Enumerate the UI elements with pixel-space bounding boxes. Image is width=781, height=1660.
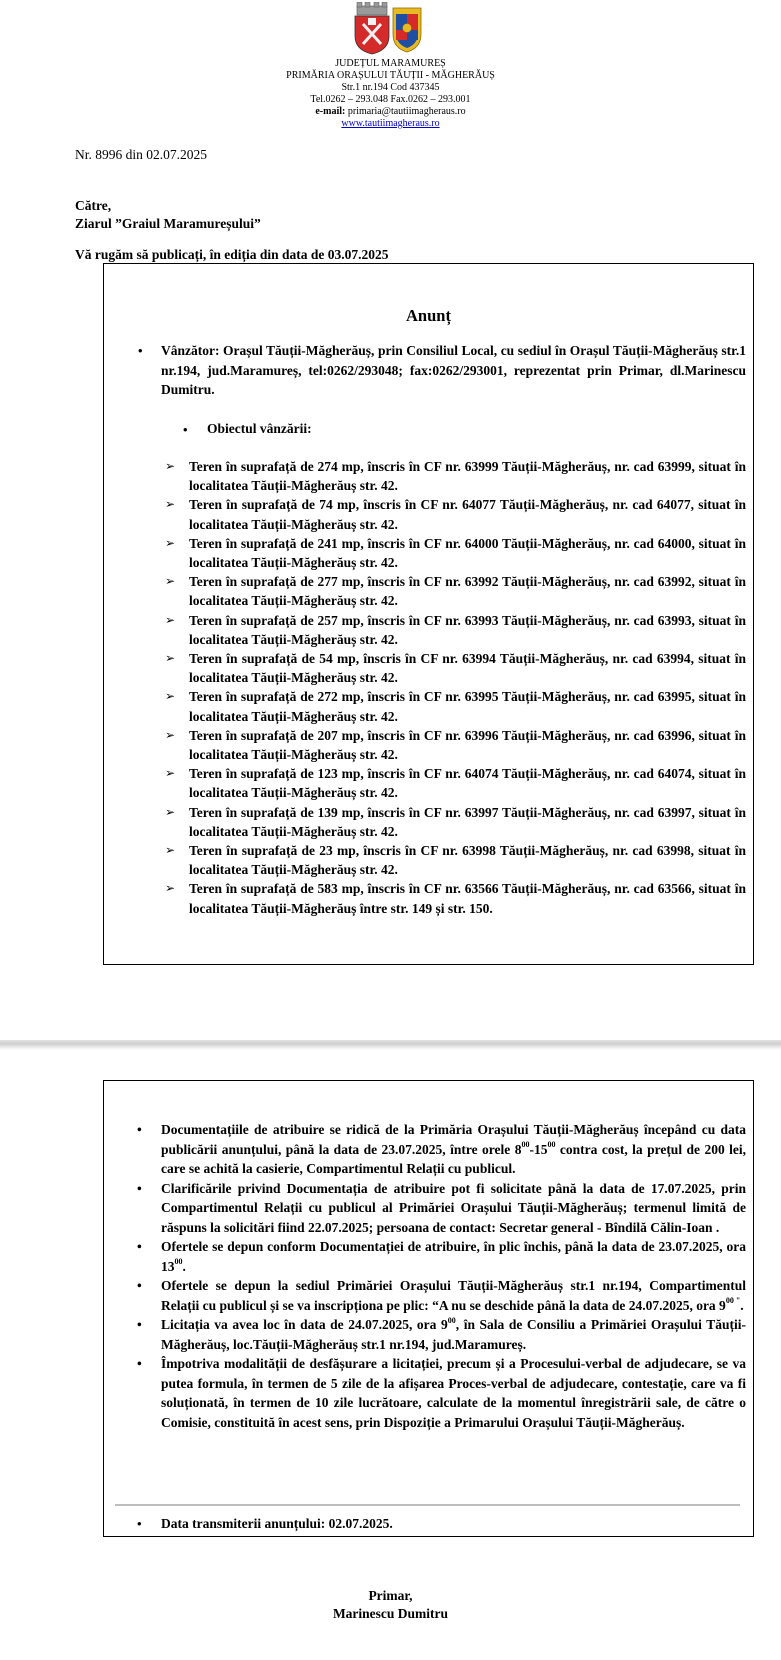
list-item: • Ofertele se depun conform Documentației de atribuire, în plic închis, până la data de 23.07.2025, ora $13^{00}$.: [137, 1239, 746, 1274]
arrow-bullet-icon: ➢: [165, 574, 176, 589]
list-item: • Documentațiile de atribuire se ridică de la Primăria Orașului Tăuții-Măgherăuș începând cu data publicării anunțului, până la data de 23.07.2025, între orele $8^{00}-15^{00}$ contra cost, la prețul de 200 lei, care se achită la casierie, Compartimentul Relații cu publicul.: [137, 1122, 746, 1176]
list-item: • Împotriva modalității de desfășurare a licitației, precum și a Procesului-verbal de adjudecare, se va putea formula, în termen de 5 zile de la afișarea Proces-verbal de adjudecare, contestație, care va fi soluționată, în termen de 10 zile lucrătoare, calculate de la momentul înregistrării sale, de către o Comisie, constituită în acest sens, prin Dispoziție a Primarului Orașului Tăuții-Măgherăuș.: [137, 1356, 746, 1430]
email-label: e-mail:: [315, 106, 346, 117]
list-item: ➢ Teren în suprafață de 23 mp, înscris în CF nr. 63998 Tăuții-Măgherăuș, nr. cad 63998, situat în localitatea Tăuții-Măgherăuș str. 42.: [165, 843, 746, 878]
bullet-icon: •: [137, 1239, 142, 1254]
arrow-bullet-icon: ➢: [165, 881, 176, 896]
header-email-line: [0, 106, 781, 118]
registration-number: Nr. 8996 din 02.07.2025: [75, 147, 208, 162]
recipient-to: Către,: [75, 198, 112, 213]
recipient-name: Ziarul ”Graiul Maramureșului”: [75, 216, 261, 231]
signature-name: Marinescu Dumitru: [332, 1606, 449, 1621]
arrow-bullet-icon: ➢: [165, 497, 176, 512]
recipient-block: [75, 197, 261, 233]
list-item: • Licitația va avea loc în data de 24.07.2025, ora $9^{00}$, în Sala de Consiliu a Primăriei Orașului Tăuții-Măgherăuș, loc.Tăuții-Măgherăuș str.1 nr.194, jud.Maramureș.: [137, 1315, 746, 1352]
arrow-bullet-icon: ➢: [165, 612, 176, 627]
list-item: ➢ Teren în suprafață de 123 mp, înscris în CF nr. 64074 Tăuții-Măgherăuș, nr. cad 64074, situat în localitatea Tăuții-Măgherăuș str. 42.: [165, 766, 746, 801]
bullet-icon: •: [137, 1122, 142, 1137]
page-break-divider: [0, 1040, 781, 1050]
bullet-icon: •: [137, 1356, 142, 1371]
header-address: Str.1 nr.194 Cod 437345: [341, 82, 440, 93]
bullet-icon: •: [137, 1516, 142, 1531]
list-item: ➢ Teren în suprafață de 277 mp, înscris în CF nr. 63992 Tăuții-Măgherăuș, nr. cad 63992, situat în localitatea Tăuții-Măgherăuș str. 42.: [165, 574, 746, 609]
list-item: • Clarificările privind Documentația de atribuire pot fi solicitate până la data de 17.07.2025, prin Compartimentul Relații cu publicul al Primăriei Orașului Tăuții-Măgherăuș; termenul limită de răspuns la solicitări fiind 22.07.2025; persoana de contact: Secretar general - Bîndilă Călin-Ioan .: [137, 1180, 746, 1235]
transmission-date: Data transmiterii anunțului: 02.07.2025.: [161, 1516, 393, 1531]
arrow-bullet-icon: ➢: [165, 651, 176, 666]
list-item: ➢ Teren în suprafață de 583 mp, înscris în CF nr. 63566 Tăuții-Măgherăuș, nr. cad 63566, situat în localitatea Tăuții-Măgherăuș între str. 149 și str. 150.: [165, 881, 746, 916]
list-item: ➢ Teren în suprafață de 272 mp, înscris în CF nr. 63995 Tăuții-Măgherăuș, nr. cad 63995, situat în localitatea Tăuții-Măgherăuș str. 42.: [165, 689, 746, 724]
list-item: ➢ Teren în suprafață de 241 mp, înscris în CF nr. 64000 Tăuții-Măgherăuș, nr. cad 64000, situat în localitatea Tăuții-Măgherăuș str. 42.: [165, 535, 746, 571]
list-item: ➢ Teren în suprafață de 74 mp, înscris în CF nr. 64077 Tăuții-Măgherăuș, nr. cad 64077, situat în localitatea Tăuții-Măgherăuș str. 42.: [165, 497, 746, 532]
arrow-bullet-icon: ➢: [165, 459, 176, 473]
lots-list: [160, 457, 746, 918]
list-item: ➢ Teren în suprafață de 274 mp, înscris în CF nr. 63999 Tăuții-Măgherăuș, nr. cad 63999, situat în localitatea Tăuții-Măgherăuș str. 42.: [165, 459, 746, 494]
arrow-bullet-icon: ➢: [165, 766, 176, 781]
bullet-icon: •: [137, 1317, 142, 1332]
header-website-line: [0, 118, 781, 130]
signature-block: [0, 1587, 781, 1623]
header-phone-fax: Tel.0262 – 293.048 Fax.0262 – 293.001: [310, 94, 471, 105]
announcement-title: Anunț: [406, 306, 451, 325]
signature-role: Primar,: [368, 1588, 413, 1603]
list-item: • Ofertele se depun la sediul Primăriei Orașului Tăuții-Măgherăuș str.1 nr.194, Compartimentul Relații cu publicul și se va inscripționa pe plic: “A nu se deschide până la data de 24.07.2025, ora $9^{00 "}$.: [137, 1278, 746, 1313]
arrow-bullet-icon: ➢: [165, 727, 176, 742]
bullet-icon: •: [138, 343, 143, 358]
publication-request: Vă rugăm să publicați, în ediția din data de 03.07.2025: [75, 247, 389, 262]
arrow-bullet-icon: ➢: [165, 804, 176, 819]
arrow-bullet-icon: ➢: [165, 843, 176, 858]
bullet-icon: •: [137, 1180, 142, 1196]
list-item: ➢ Teren în suprafață de 139 mp, înscris în CF nr. 63997 Tăuții-Măgherăuș, nr. cad 63997, situat în localitatea Tăuții-Măgherăuș str. 42.: [165, 804, 746, 839]
sale-object-label: Obiectul vânzării:: [207, 421, 312, 436]
header-institution: PRIMĂRIA ORAȘULUI TĂUȚII - MĂGHERĂUȘ: [286, 70, 495, 81]
city-crest-logo: [349, 2, 425, 55]
header-county: JUDEȚUL MARAMUREȘ: [335, 58, 446, 69]
bullet-icon: •: [137, 1278, 142, 1293]
website-link[interactable]: www.tautiimagheraus.ro: [341, 118, 440, 129]
bullet-icon: •: [183, 422, 188, 437]
list-item: ➢ Teren în suprafață de 207 mp, înscris în CF nr. 63996 Tăuții-Măgherăuș, nr. cad 63996, situat în localitatea Tăuții-Măgherăuș str. 42.: [165, 727, 746, 763]
seller-paragraph: Vânzător: Orașul Tăuții-Măgherăuș, prin Consiliul Local, cu sediul în Orașul Tăuții-Măgherăuș str.1 nr.194, jud.Maramureș, tel:0262/293048; fax:0262/293001, reprezentat prin Primar, dl.Marinescu Dumitru.: [161, 343, 746, 397]
email-address: primaria@tautiimagheraus.ro: [347, 106, 466, 117]
details-list: [135, 1120, 746, 1432]
divider: [115, 1504, 740, 1506]
list-item: ➢ Teren în suprafață de 257 mp, înscris în CF nr. 63993 Tăuții-Măgherăuș, nr. cad 63993, situat în localitatea Tăuții-Măgherăuș str. 42.: [165, 612, 746, 647]
arrow-bullet-icon: ➢: [165, 689, 176, 704]
list-item: ➢ Teren în suprafață de 54 mp, înscris în CF nr. 63994 Tăuții-Măgherăuș, nr. cad 63994, situat în localitatea Tăuții-Măgherăuș str. 42.: [165, 651, 746, 686]
arrow-bullet-icon: ➢: [165, 535, 176, 550]
